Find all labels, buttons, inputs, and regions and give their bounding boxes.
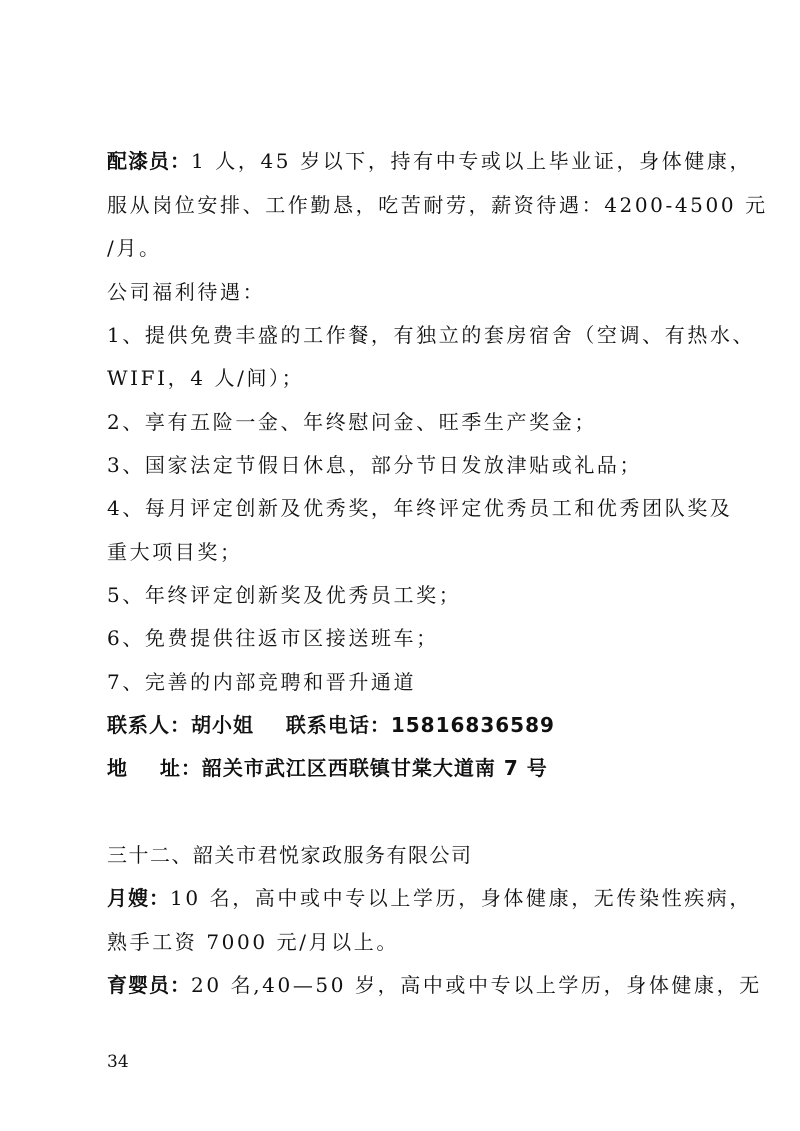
maternity-line-2: 熟手工资 7000 元/月以上。 — [107, 930, 399, 954]
maternity-label: 月嫂： — [107, 886, 170, 910]
benefit-item-1-line-2: WIFI，4 人/间）； — [107, 366, 305, 390]
paint-worker-line-3: /月。 — [107, 236, 162, 260]
nanny-line-1 — [107, 973, 762, 997]
benefit-item-4-line-1: 4、每月评定创新及优秀奖，年终评定优秀员工和优秀团队奖及 — [107, 496, 733, 520]
benefit-item-5: 5、年终评定创新奖及优秀员工奖； — [107, 583, 462, 607]
address-line: 地 址：韶关市武江区西联镇甘棠大道南 7 号 — [107, 756, 548, 780]
paint-worker-label: 配漆员： — [107, 149, 191, 173]
nanny-label: 育婴员： — [107, 973, 191, 997]
benefit-item-1-line-1: 1、提供免费丰盛的工作餐，有独立的套房宿舍（空调、有热水、 — [107, 323, 756, 347]
contact-line: 联系人：胡小姐 联系电话：15816836589 — [107, 713, 555, 737]
benefit-item-4-line-2: 重大项目奖； — [107, 540, 243, 564]
paint-worker-line-2: 服从岗位安排、工作勤恳，吃苦耐劳，薪资待遇：4200-4500 元 — [107, 193, 768, 217]
benefit-item-6: 6、免费提供往返市区接送班车； — [107, 626, 439, 650]
benefit-item-7: 7、完善的内部竞聘和晋升通道 — [107, 670, 417, 694]
nanny-text-1: 20 名,40—50 岁，高中或中专以上学历，身体健康，无 — [191, 973, 762, 997]
benefit-item-2: 2、享有五险一金、年终慰问金、旺季生产奖金； — [107, 410, 597, 434]
benefits-title: 公司福利待遇： — [107, 280, 266, 304]
company-heading: 三十二、韶关市君悦家政服务有限公司 — [107, 843, 473, 867]
paint-worker-line-1 — [107, 149, 753, 173]
paint-worker-text-1: 1 人，45 岁以下，持有中专或以上毕业证，身体健康， — [191, 149, 753, 173]
maternity-line-1 — [107, 886, 753, 910]
page-number: 34 — [107, 1052, 129, 1072]
benefit-item-3: 3、国家法定节假日休息，部分节日发放津贴或礼品； — [107, 453, 643, 477]
maternity-text-1: 10 名，高中或中专以上学历，身体健康，无传染性疾病， — [170, 886, 753, 910]
